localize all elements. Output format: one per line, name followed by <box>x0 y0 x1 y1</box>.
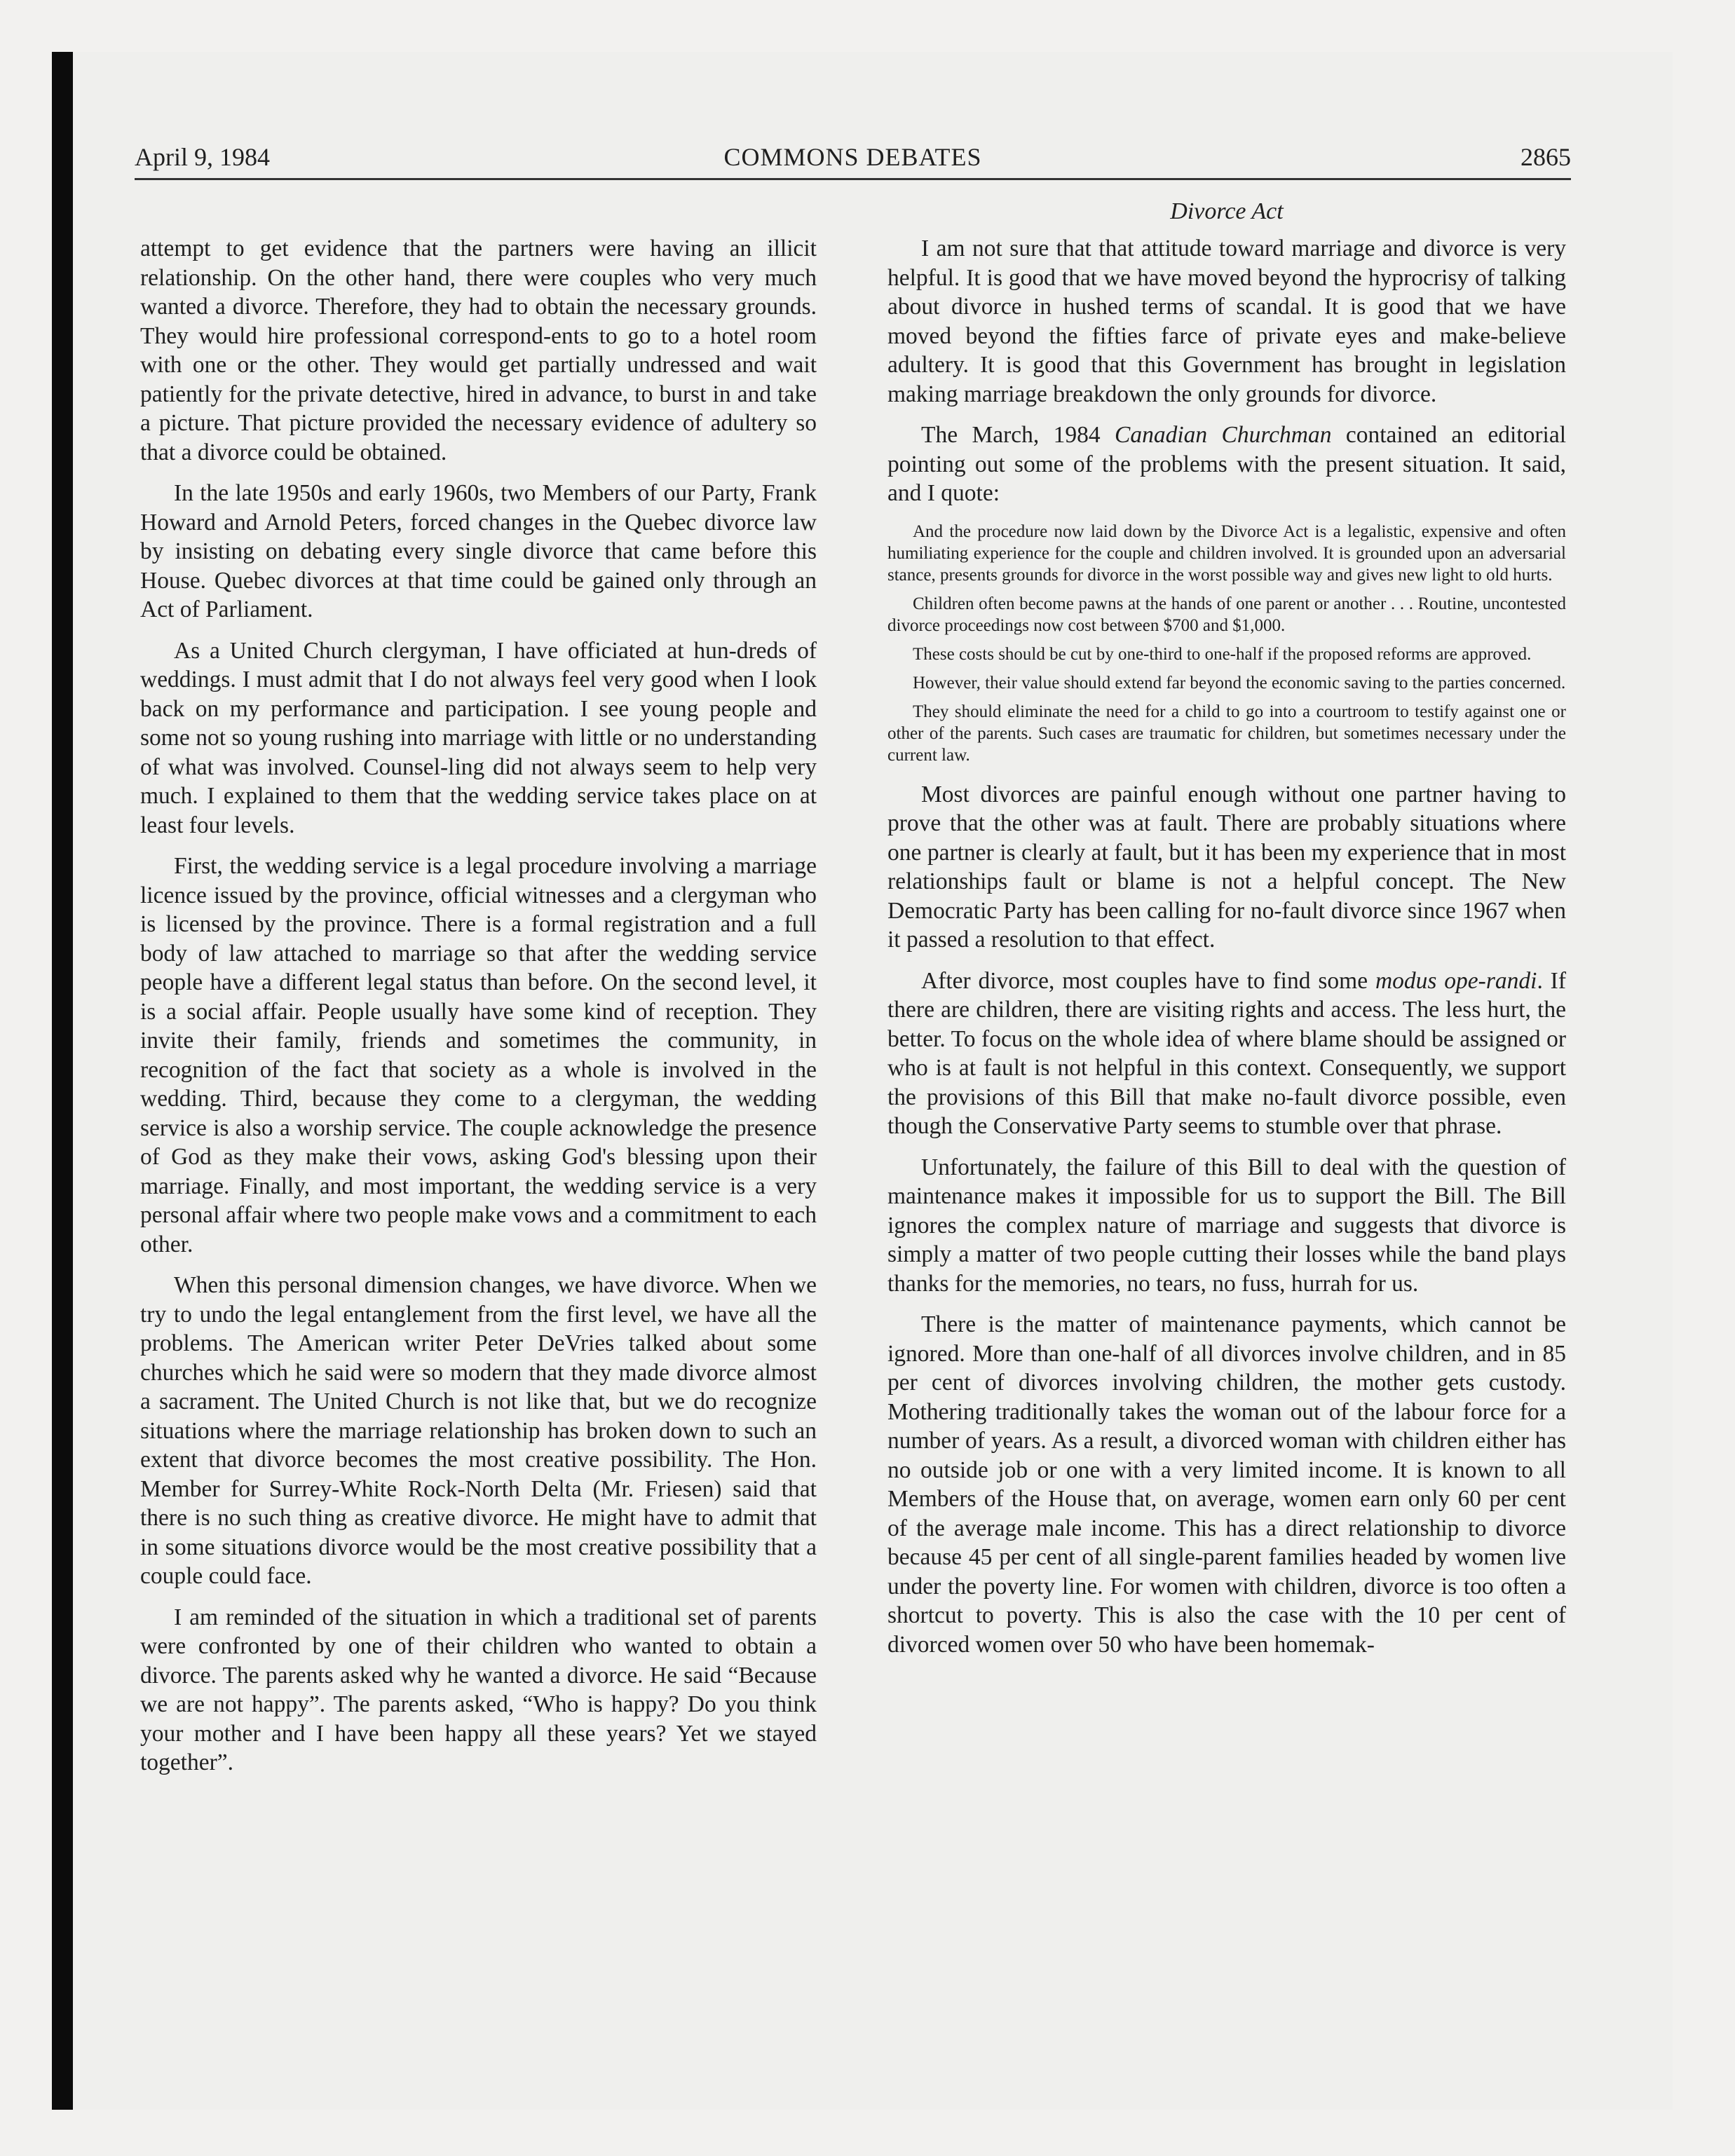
quote-paragraph-2: Children often become pawns at the hands of one parent or another . . . Routine, uncontested divorce proceedings now cost between $700 and $1,000. <box>887 594 1566 635</box>
latin-phrase: modus ope-randi <box>1375 967 1537 994</box>
left-paragraph-3: As a United Church clergyman, I have officiated at hun-dreds of weddings. I must admit that I do not always feel very good when I look back on my performance and participation. I see young people and some not so young rushing into marriage with little or no understanding of what was involved. Counsel-ling did not always seem to help very much. I explained to them that the wedding service takes place on at least four levels. <box>140 637 817 838</box>
right-paragraph-1: I am not sure that that attitude toward marriage and divorce is very helpful. It is good that we have moved beyond the hyprocrisy of talking about divorce in hushed terms of scandal. It is good that we have moved beyond the fifties farce of private eyes and make-believe adultery. It is good that this Government has brought in legislation making marriage breakdown the only grounds for divorce. <box>887 236 1566 407</box>
publication-title: Canadian Churchman <box>1115 422 1332 448</box>
section-title: Divorce Act <box>1170 198 1284 224</box>
header-rule <box>135 178 1571 180</box>
right-paragraph-2 <box>887 421 1566 508</box>
header-page-number: 2865 <box>1520 143 1571 171</box>
quote-paragraph-3: These costs should be cut by one-third to one-half if the proposed reforms are approved. <box>913 644 1532 664</box>
left-column <box>140 234 817 1789</box>
left-paragraph-5: When this personal dimension changes, we have divorce. When we try to undo the legal entanglement from the first level, we have all the problems. The American writer Peter DeVries talked about some churches which he said were so modern that they made divorce almost a sacrament. The United Church is not like that, but we do recognize situations where the marriage relationship has broken down to such an extent that divorce becomes the most creative possibility. The Hon. Member for Surrey-White Rock-North Delta (Mr. Friesen) said that there is no such thing as creative divorce. He might have to admit that in some situations divorce would be the most creative possibility that a couple could face. <box>140 1272 817 1589</box>
paragraph-4-start: After divorce, most couples have to find some <box>921 967 1368 994</box>
right-paragraph-6: There is the matter of maintenance payments, which cannot be ignored. More than one-half of all divorces involve children, and in 85 per cent of divorces involving children, the mother gets custody. Mothering traditionally takes the woman out of the labour force for a number of years. As a result, a divorced woman with children either has no outside job or one with a very limited income. It is known to all Members of the House that, on average, women earn only 60 per cent of the average male income. This has a direct relationship to divorce because 45 per cent of all single-parent families headed by women live under the poverty line. For women with children, divorce is too often a shortcut to poverty. This is also the case with the 10 per cent of divorced women over 50 who have been homemak- <box>887 1311 1566 1658</box>
scan-border <box>52 52 73 2110</box>
paragraph-2-start: The March, 1984 <box>921 422 1101 448</box>
left-paragraph-6: I am reminded of the situation in which a traditional set of parents were confronted by one of their children who wanted to obtain a divorce. The parents asked why he wanted a divorce. He said “Because we are not happy”. The parents asked, “Who is happy? Do you think your mother and I have been happy all these years? Yet we stayed together”. <box>140 1604 817 1775</box>
paragraph-2-end: contained an editorial pointing out some of the problems with the present situation. It said, and I quote: <box>887 422 1567 506</box>
left-paragraph-2: In the late 1950s and early 1960s, two Members of our Party, Frank Howard and Arnold Peters, forced changes in the Quebec divorce law by insisting on debating every single divorce that came before this House. Quebec divorces at that time could be gained only through an Act of Parliament. <box>140 480 817 622</box>
right-paragraph-5: Unfortunately, the failure of this Bill to deal with the question of maintenance makes it impossible for us to support the Bill. The Bill ignores the complex nature of marriage and suggests that divorce is simply a matter of two people cutting their losses while the band plays thanks for the memories, no tears, no fuss, hurrah for us. <box>887 1154 1566 1297</box>
left-paragraph-4: First, the wedding service is a legal procedure involving a marriage licence issued by the province, official witnesses and a clergyman who is licensed by the province. There is a formal registration and a full body of law attached to marriage so that after the wedding service people have a different legal status than before. On the second level, it is a social affair. People usually have some kind of reception. They invite their family, friends and sometimes the community, in recognition of the fact that society as a whole is involved in the wedding. Third, because they come to a clergyman, the wedding service is also a worship service. The couple acknowledge the presence of God as they make their vows, asking God's blessing upon their marriage. Finally, and most important, the wedding service is a very personal affair where two people make vows and a commitment to each other. <box>140 853 817 1257</box>
right-paragraph-3: Most divorces are painful enough without one partner having to prove that the other was at fault. There are probably situations where one partner is clearly at fault, but it has been my experience that in most relationships fault or blame is not a helpful concept. The New Democratic Party has been calling for no-fault divorce since 1967 when it passed a resolution to that effect. <box>887 781 1566 953</box>
right-column <box>887 196 1566 1671</box>
editorial-quote <box>887 521 1566 766</box>
page-header <box>135 140 1571 182</box>
quote-paragraph-5: They should eliminate the need for a child to go into a courtroom to testify against one or other of the parents. Such cases are traumatic for children, but sometimes necessary under the current law. <box>887 702 1566 765</box>
header-title: COMMONS DEBATES <box>723 143 982 171</box>
left-paragraph-1: attempt to get evidence that the partners were having an illicit relationship. On the other hand, there were couples who very much wanted a divorce. Therefore, they had to obtain the necessary grounds. They would hire professional correspond-ents to go to a hotel room with one or the other. They would get partially undressed and wait patiently for the private detective, hired in advance, to burst in and take a picture. That picture provided the necessary evidence of adultery so that a divorce could be obtained. <box>140 236 817 465</box>
paragraph-4-end: . If there are children, there are visiting rights and access. The less hurt, the better. To focus on the whole idea of where blame should be assigned or who is at fault is not helpful in this context. Consequently, we support the provisions of this Bill that make no-fault divorce possible, even though the Conservative Party seems to stumble over that phrase. <box>887 967 1566 1139</box>
header-date: April 9, 1984 <box>135 143 270 171</box>
quote-paragraph-1: And the procedure now laid down by the Divorce Act is a legalistic, expensive and often humiliating experience for the couple and children involved. It is grounded upon an adversarial stance, presents grounds for divorce in the worst possible way and gives new light to old hurts. <box>887 521 1566 585</box>
quote-paragraph-4: However, their value should extend far beyond the economic saving to the parties concerned. <box>913 673 1566 692</box>
right-paragraph-4 <box>887 967 1566 1141</box>
